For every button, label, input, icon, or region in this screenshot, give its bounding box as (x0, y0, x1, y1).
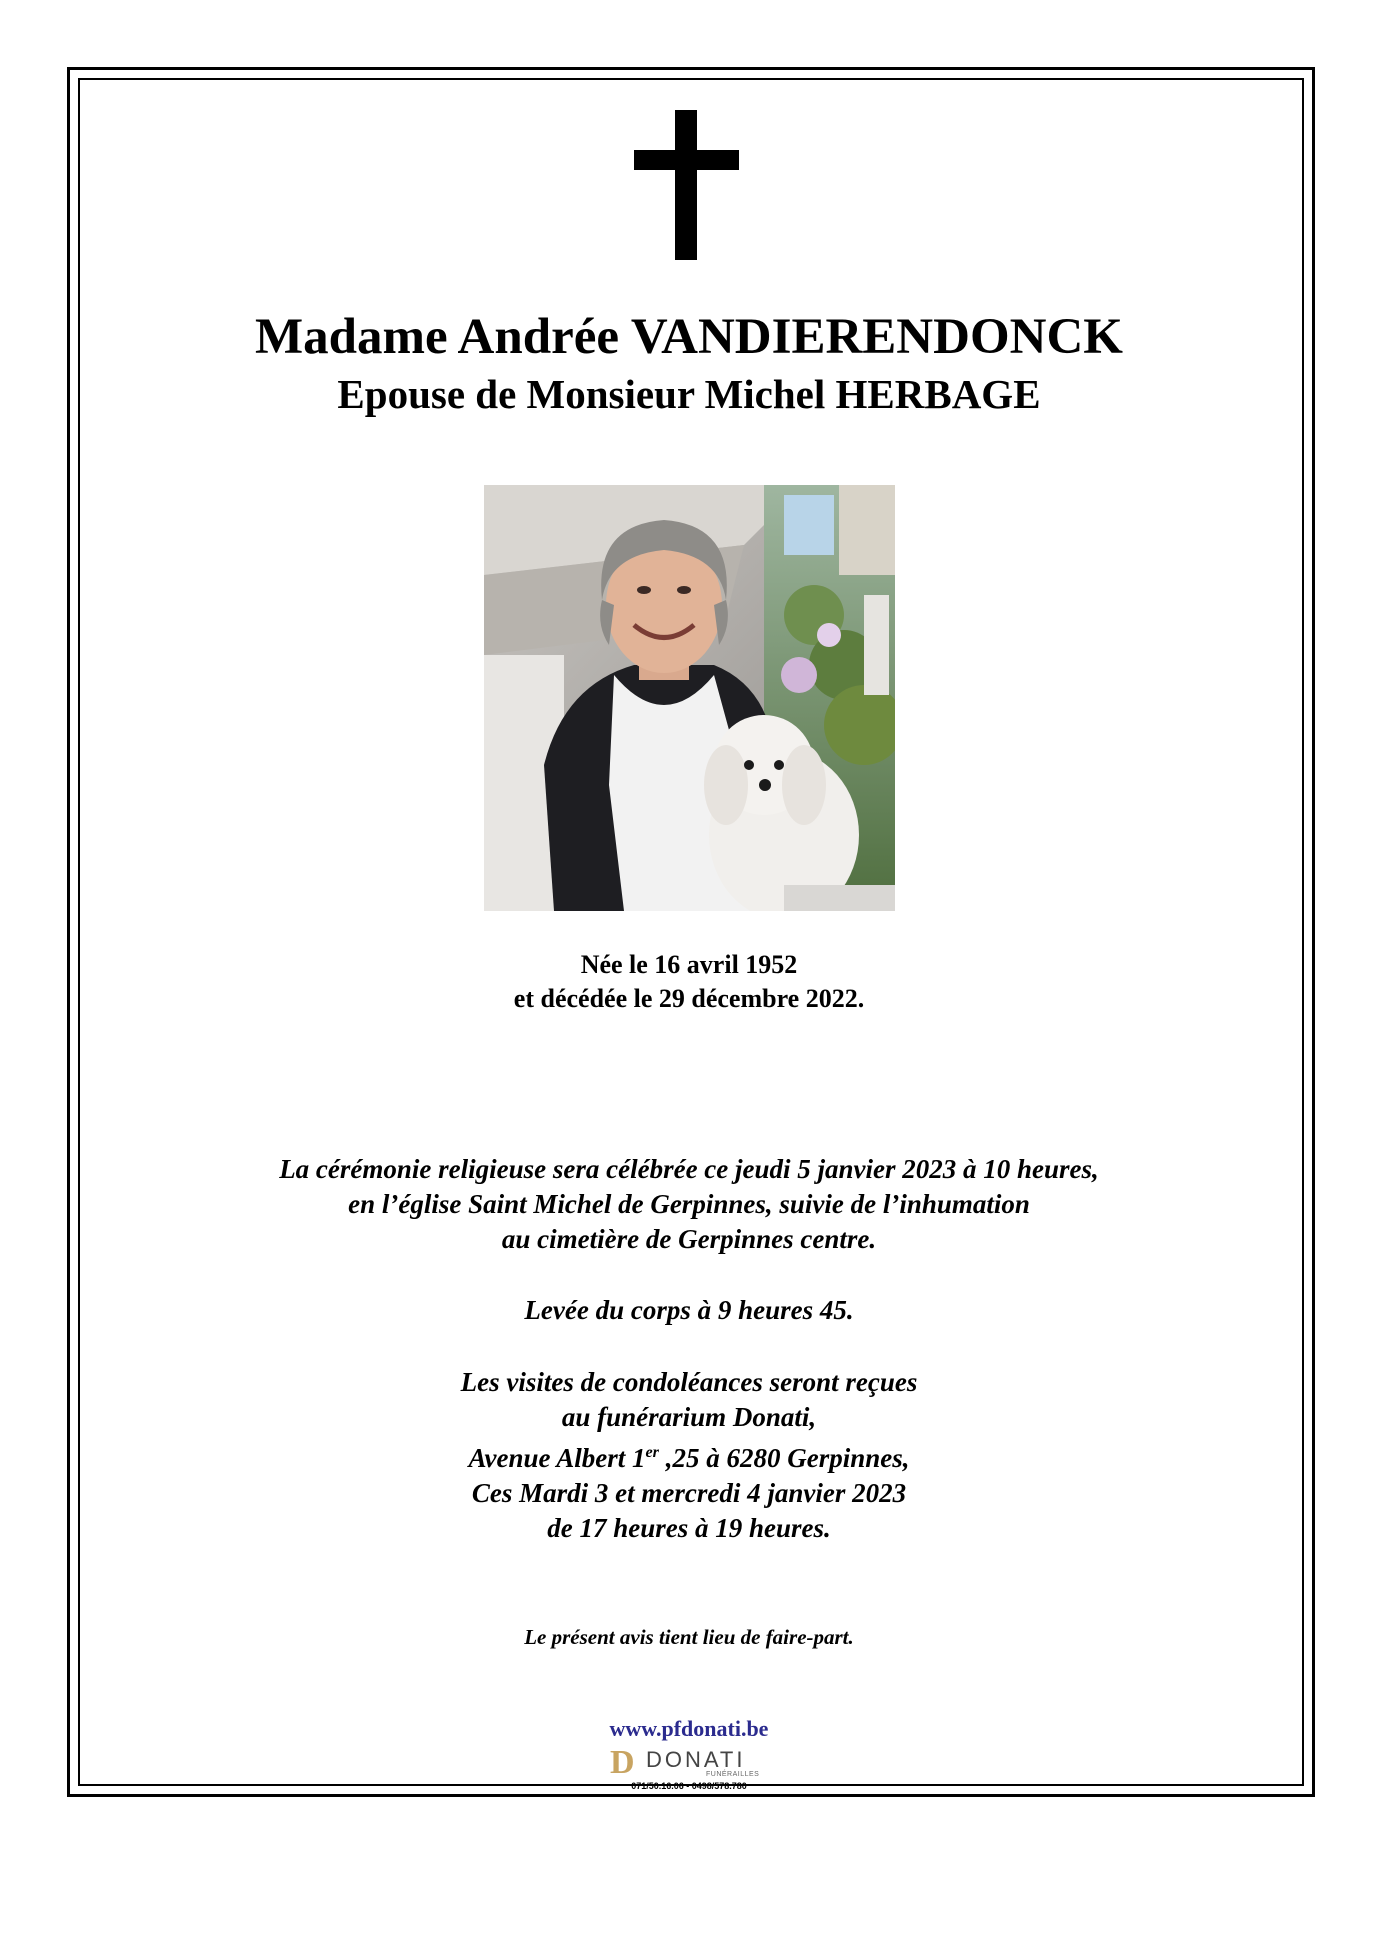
death-date: et décédée le 29 décembre 2022. (513, 984, 865, 1013)
logo-word: DONATI (646, 1747, 746, 1772)
levee-info: Levée du corps à 9 heures 45. (524, 1295, 854, 1325)
visits-line: Ces Mardi 3 et mercredi 4 janvier 2023 (471, 1478, 907, 1508)
visits-line: au funérarium Donati, (561, 1402, 817, 1432)
visits-info (0, 1365, 1378, 1546)
deceased-name: Madame Andrée VANDIERENDONCK (255, 309, 1123, 365)
visits-line: Les visites de condoléances seront reçues (460, 1367, 918, 1397)
birth-date: Née le 16 avril 1952 (580, 950, 798, 979)
cross-icon (634, 110, 739, 260)
ceremony-info (0, 1152, 1378, 1257)
ceremony-line: La cérémonie religieuse sera célébrée ce jeudi 5 janvier 2023 à 10 heures, (279, 1154, 1099, 1184)
ceremony-line: en l’église Saint Michel de Gerpinnes, suivie de l’inhumation (348, 1189, 1030, 1219)
visits-line: de 17 heures à 19 heures. (547, 1513, 831, 1543)
ceremony-line: au cimetière de Gerpinnes centre. (501, 1224, 877, 1254)
phone-numbers: 071/50.16.06 - 0498/578.780 (631, 1781, 747, 1791)
logo-mark: D (610, 1744, 635, 1781)
life-dates (0, 948, 1378, 1016)
website-link[interactable]: www.pfdonati.be (609, 1716, 769, 1741)
visits-address: Avenue Albert 1er ,25 à 6280 Gerpinnes, (468, 1443, 910, 1473)
logo-subtitle: FUNÉRAILLES (706, 1771, 760, 1778)
notice-text: Le présent avis tient lieu de faire-part. (524, 1625, 854, 1649)
spouse-line: Epouse de Monsieur Michel HERBAGE (337, 371, 1041, 417)
portrait-photo (484, 485, 895, 911)
